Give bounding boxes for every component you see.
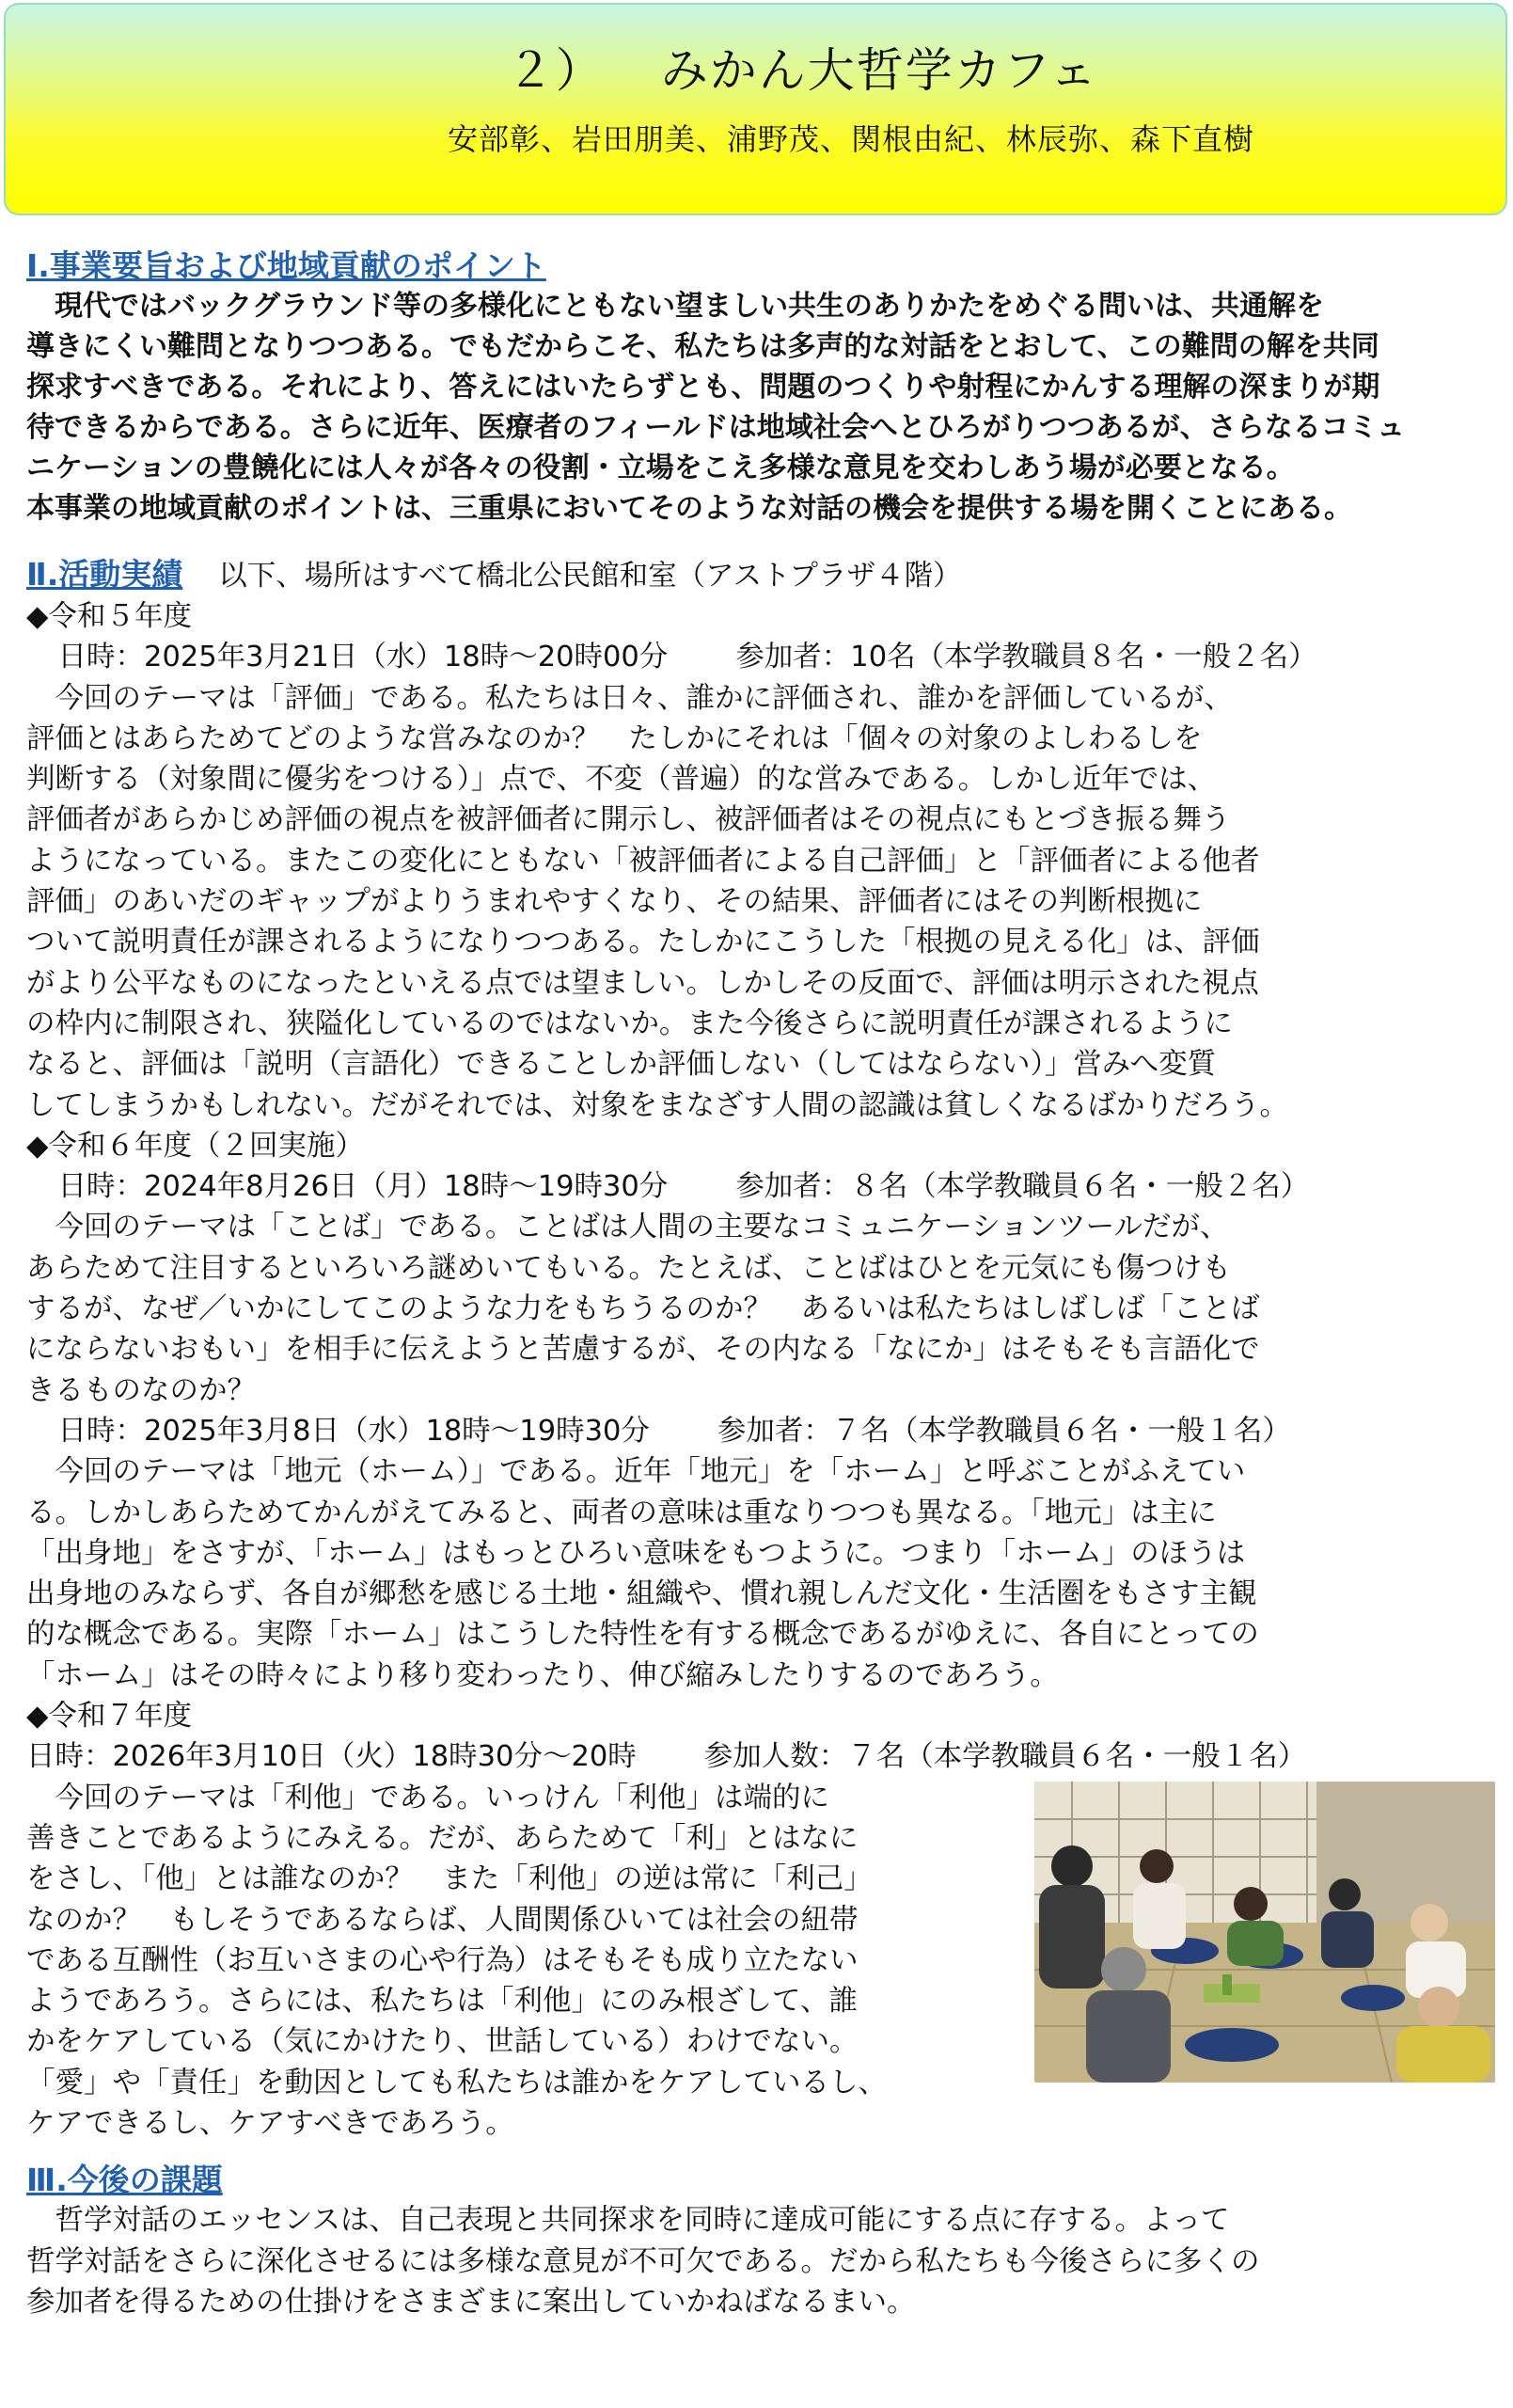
section2-heading: Ⅱ.活動実績 <box>26 556 183 593</box>
title-text: みかん大哲学カフェ <box>660 43 1099 98</box>
year6-session2-line: 出身地のみならず、各自が郷愁を感じる土地・組織や、慣れ親しんだ文化・生活圏をもさす主観 <box>26 1577 1257 1611</box>
section1-line: 探求すべきである。それにより、答えにはいたらずとも、問題のつくりや射程にかんする理解の深まりが期 <box>26 371 1380 404</box>
year6-session1-line: にならないおもい」を相手に伝えようと苦慮するが、その内なる「なにか」はそもそも言語化で <box>26 1333 1260 1367</box>
year6-session2-line: 今回のテーマは「地元（ホーム）」である。近年「地元」を「ホーム」と呼ぶことがふえてい <box>26 1455 1246 1489</box>
section3-line: 哲学対話をさらに深化させるには多様な意見が不可欠である。だから私たちも今後さらに多くの <box>26 2244 1260 2278</box>
year6-session2-participants: 参加者：７名（本学教職員６名・一般１名） <box>717 1414 1291 1448</box>
year6-session2-line: 「ホーム」はその時々により移り変わったり、伸び縮みしたりするのであろう。 <box>26 1658 1059 1692</box>
section1-line: ニケーションの豊饒化には人々が各々の役割・立場をこえ多様な意見を交わしあう場が必要となる。 <box>26 452 1295 484</box>
section3-heading: Ⅲ.今後の課題 <box>26 2162 223 2199</box>
year5-line: ようになっている。またこの変化にともない「被評価者による自己評価」と「評価者による他者 <box>26 844 1260 878</box>
year7-label: ◆令和７年度 <box>26 1700 192 1734</box>
year7-date: 日時：2026年3月10日（火）18時30分～20時 <box>26 1740 637 1774</box>
year7-line: 今回のテーマは「利他」である。いっけん「利他」は端的に <box>26 1781 829 1814</box>
year7-line: 「愛」や「責任」を動因としても私たちは誰かをケアしているし、 <box>26 2066 887 2099</box>
year6-session1-line: するが、なぜ／いかにしてこのような力をもちうるのか？ あるいは私たちはしばしば「ことば <box>26 1292 1260 1326</box>
section2-heading-line <box>26 555 1498 596</box>
section1-body <box>26 286 1498 529</box>
year5-body <box>26 678 1498 1126</box>
year7-line: である互酬性（お互いさまの心や行為）はそもそも成り立たない <box>26 1943 859 1977</box>
year5-participants: 参加者：10名（本学教職員８名・一般２名） <box>735 641 1317 674</box>
section1-line: 現代ではバックグラウンド等の多様化にともない望ましい共生のありかたをめぐる問いは、共通解を <box>26 290 1324 323</box>
year7-line: かをケアしている（気にかけたり、世話している）わけでない。 <box>26 2025 859 2059</box>
section3-line: 哲学対話のエッセンスは、自己表現と共同探求を同時に達成可能にする点に存する。よって <box>26 2204 1230 2238</box>
year7-section <box>26 1778 1498 2145</box>
year5-line: 評価者があらかじめ評価の視点を被評価者に開示し、被評価者はその視点にもとづき振る舞う <box>26 803 1231 837</box>
year6-session1-line: 今回のテーマは「ことば」である。ことばは人間の主要なコミュニケーションツールだが、 <box>26 1211 1229 1244</box>
section1-line: 待できるからである。さらに近年、医療者のフィールドは地域社会へとひろがりつつあるが、さらなるコミュ <box>26 411 1406 444</box>
year6-session1-participants: 参加者：８名（本学教職員６名・一般２名） <box>735 1170 1310 1204</box>
year5-line: の枠内に制限され、狭隘化しているのではないか。また今後さらに説明責任が課されるように <box>26 1006 1233 1040</box>
year6-session1-body <box>26 1207 1498 1410</box>
header-banner <box>4 3 1507 215</box>
year5-date: 日時：2025年3月21日（水）18時～20時00分 <box>57 641 669 674</box>
year7-line: ケアできるし、ケアすべきであろう。 <box>26 2106 514 2140</box>
year6-session2-line: 「出身地」をさすが、「ホーム」はもっとひろい意味をもつように。つまり「ホーム」のほうは <box>26 1536 1246 1570</box>
section2-location-note: 以下、場所はすべて橋北公民館和室（アストプラザ４階） <box>218 560 962 593</box>
year5-line: 今回のテーマは「評価」である。私たちは日々、誰かに評価され、誰かを評価しているが、 <box>26 681 1233 715</box>
year5-line: してしまうかもしれない。だがそれでは、対象をまなざす人間の認識は貧しくなるばかりだろう。 <box>26 1088 1288 1122</box>
year6-session1-meta <box>26 1166 1498 1207</box>
year5-line: 評価とはあらためてどのような営みなのか？ たしかにそれは「個々の対象のよしわるしを <box>26 721 1203 755</box>
year5-meta <box>26 637 1498 677</box>
year6-session2-body <box>26 1451 1498 1696</box>
year6-session2-line: 的な概念である。実際「ホーム」はこうした特性を有する概念であるがゆえに、各自にとっての <box>26 1618 1259 1652</box>
year5-label: ◆令和５年度 <box>26 600 192 633</box>
main-content <box>26 246 1498 2322</box>
year7-participants: 参加人数：７名（本学教職員６名・一般１名） <box>703 1740 1307 1774</box>
page-title <box>6 33 1505 101</box>
year5-line: 評価」のあいだのギャップがよりうまれやすくなり、その結果、評価者にはその判断根拠に <box>26 885 1203 919</box>
year7-line: 善きことであるようにみえる。だが、あらためて「利」とはなに <box>26 1821 859 1855</box>
authors: 安部彰、岩田朋美、浦野茂、関根由紀、林辰弥、森下直樹 <box>448 121 1255 157</box>
year6-session1-date: 日時：2024年8月26日（月）18時～19時30分 <box>57 1170 669 1204</box>
year6-session1-line: きるものなのか？ <box>26 1373 256 1407</box>
title-number: ２） <box>506 43 605 98</box>
year6-label: ◆令和６年度（２回実施） <box>26 1129 364 1163</box>
section1-line: 導きにくい難問となりつつある。でもだからこそ、私たちは多声的な対話をとおして、この難問の解を共同 <box>26 330 1379 363</box>
year6-session2-meta <box>26 1411 1498 1451</box>
year5-line: がより公平なものになったといえる点では望ましい。しかしその反面で、評価は明示された視点 <box>26 966 1259 1000</box>
section1-line: 本事業の地域貢献のポイントは、三重県においてそのような対話の機会を提供する場を開くことにある。 <box>26 492 1352 525</box>
section3-line: 参加者を得るための仕掛けをさまざまに案出していかねばなるまい。 <box>26 2285 916 2319</box>
year6-session2-date: 日時：2025年3月8日（水）18時～19時30分 <box>57 1414 650 1448</box>
year7-body <box>26 1778 1018 2145</box>
year7-line: をさし、「他」とは誰なのか？ また「利他」の逆は常に「利己」 <box>26 1862 873 1896</box>
year5-line: ついて説明責任が課されるようになりつつある。たしかにこうした「根拠の見える化」は、評価 <box>26 926 1260 959</box>
year5-line: 判断する（対象間に優劣をつける）」点で、不変（普遍）的な営みである。しかし近年では、 <box>26 763 1217 797</box>
year6-session1-line: あらためて注目するといろいろ謎めいてもいる。たとえば、ことばはひとを元気にも傷つけも <box>26 1251 1231 1285</box>
section3-body <box>26 2200 1498 2322</box>
section1-heading: Ⅰ.事業要旨および地域貢献のポイント <box>26 247 546 284</box>
year7-meta <box>26 1736 1498 1777</box>
year7-line: なのか？ もしそうであるならば、人間関係ひいては社会の紐帯 <box>26 1903 859 1937</box>
year7-line: ようであろう。さらには、私たちは「利他」にのみ根ざして、誰 <box>26 1985 858 2019</box>
year6-session2-line: る。しかしあらためてかんがえてみると、両者の意味は重なりつつも異なる。「地元」は主に <box>26 1496 1217 1529</box>
photo-illustration <box>1034 1782 1495 2083</box>
group-discussion-photo <box>1034 1782 1495 2083</box>
year5-line: なると、評価は「説明（言語化）できることしか評価しない（してはならない）」営みへ変質 <box>26 1048 1217 1082</box>
